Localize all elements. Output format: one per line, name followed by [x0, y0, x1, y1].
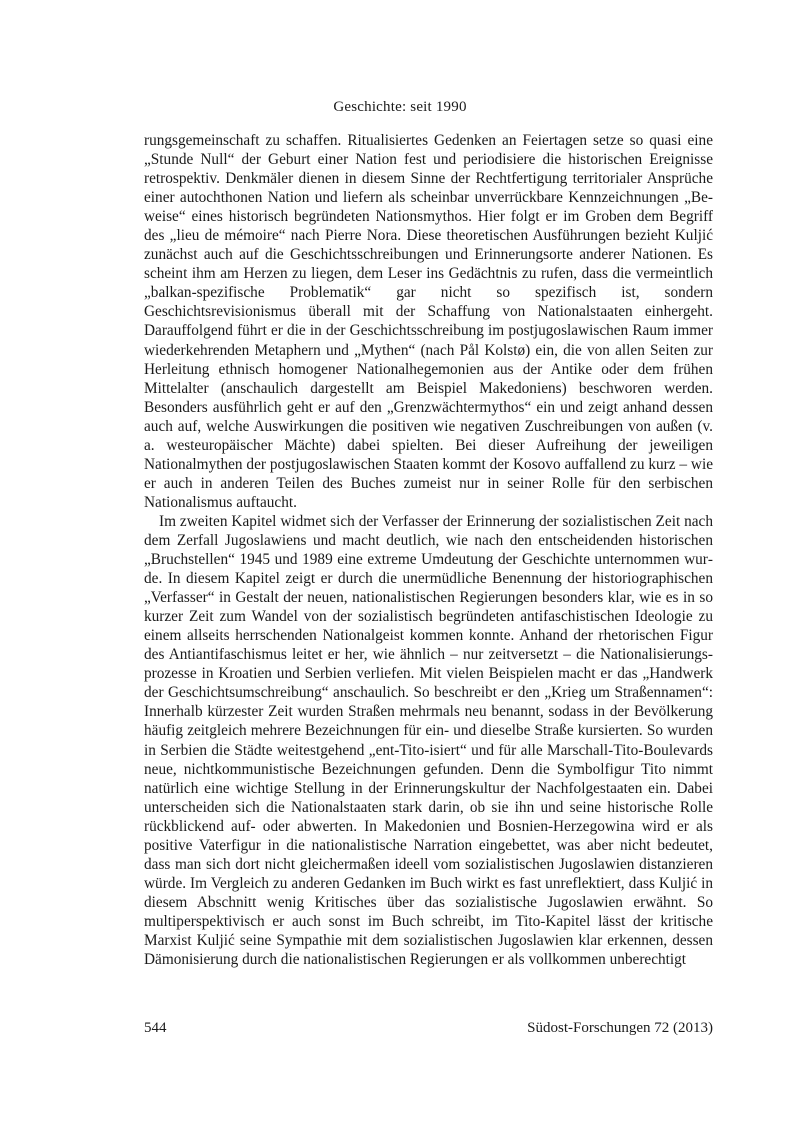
page-number: 544 — [144, 1020, 167, 1036]
paragraph-continued: rungsgemeinschaft zu schaffen. Ritualisiertes Gedenken an Feiertagen setze so quasi eine „Stunde Null“ der Geburt einer Nation fest und periodisiere die historischen Ereignisse retrospektiv. Denkmäler dienen in diesem Sinne der Rechtfertigung territorialer Ansprüche einer autochthonen Nation und liefern als scheinbar unverrückbare Kennzeichnungen „Beweise“ eines historisch begründeten Nationsmythos. Hier folgt er im Groben dem Begriff des „lieu de mémoire“ nach Pierre Nora. Diese theoretischen Ausführungen bezieht Kuljić zunächst auch auf die Geschichtsschreibungen und Erinnerungsorte anderer Nationen. Es scheint ihm am Herzen zu liegen, dem Leser ins Gedächtnis zu rufen, dass die vermeintlich „balkan-spezifische Problematik“ gar nicht so spezifisch ist, sondern Geschichtsrevisionismus überall mit der Schaffung von Nationalstaaten einhergeht. Darauffolgend führt er die in der Geschichtsschreibung im postjugoslawischen Raum immer wiederkehrenden Metaphern und „Mythen“ (nach Pål Kolstø) ein, die von allen Seiten zur Herleitung ethnisch homogener Nationalhegemonien aus der Antike oder dem frühen Mittelalter (anschaulich dargestellt am Beispiel Makedoniens) beschworen werden. Besonders ausführlich geht er auf den „Grenzwächtermythos“ ein und zeigt anhand dessen auch auf, welche Auswirkungen die positiven wie negativen Zuschreibungen von außen (v. a. westeuropäischer Mächte) dabei spielten. Bei dieser Aufreihung der jeweiligen Nationalmythen der postjugoslawischen Staaten kommt der Kosovo auffallend zu kurz – wie er auch in anderen Teilen des Buches zumeist nur in seiner Rolle für den serbischen Nationalismus auftaucht. — [144, 132, 713, 511]
journal-reference: Südost-Forschungen 72 (2013) — [527, 1020, 713, 1036]
running-head: Geschichte: seit 1990 — [333, 99, 467, 115]
paragraph-second-chapter: Im zweiten Kapitel widmet sich der Verfasser der Erinnerung der sozialistischen Zeit nach dem Zerfall Jugoslawiens und macht deutlich, wie nach den entscheidenden historischen „Bruchstellen“ 1945 und 1989 eine extreme Umdeutung der Geschichte unternommen wurde. In diesem Kapitel zeigt er durch die unermüdliche Benennung der historiographischen „Verfasser“ in Gestalt der neuen, nationalistischen Regierungen besonders klar, wie es in so kurzer Zeit zum Wandel von der sozialistisch begründeten antifaschistischen Ideologie zu einem allseits herrschenden Nationalgeist kommen konnte. Anhand der rhetorischen Figur des Antiantifaschismus leitet er her, wie ähnlich – nur zeitversetzt – die Nationalisierungsprozesse in Kroatien und Serbien verliefen. Mit vielen Beispielen macht er das „Handwerk der Geschichtsumschreibung“ anschaulich. So beschreibt er den „Krieg um Straßennamen“: Innerhalb kürzester Zeit wurden Straßen mehrmals neu benannt, sodass in der Bevölkerung häufig zeitgleich mehrere Bezeichnungen für ein- und dieselbe Straße kursierten. So wurden in Serbien die Städte weitestgehend „ent-Tito-isiert“ und für alle Marschall-Tito-Boulevards neue, nichtkommunistische Bezeichnungen gefunden. Denn die Symbolfigur Tito nimmt natürlich eine wichtige Stellung in der Erinnerungskultur der Nachfolgestaaten ein. Dabei unterscheiden sich die Nationalstaaten stark darin, ob sie ihn und seine historische Rolle rückblickend auf- oder abwerten. In Makedonien und Bosnien-Herzegowina wird er als positive Vaterfigur in die nationalistische Narration eingebettet, was aber nicht bedeutet, dass man sich dort nicht gleichermaßen ideell vom sozialistischen Jugoslawien distanzieren würde. Im Vergleich zu anderen Gedanken im Buch wirkt es fast unreflektiert, dass Kuljić in diesem Abschnitt wenig Kritisches über das sozialistische Jugoslawien erwähnt. So multiperspektivisch er auch sonst im Buch schreibt, im Tito-Kapitel lässt der kritische Marxist Kuljić seine Sympathie mit dem sozialistischen Jugoslawien klar erkennen, dessen Dämonisierung durch die nationalistischen Regierungen er als vollkommen unberechtigt — [144, 512, 713, 969]
body-text — [144, 131, 713, 969]
